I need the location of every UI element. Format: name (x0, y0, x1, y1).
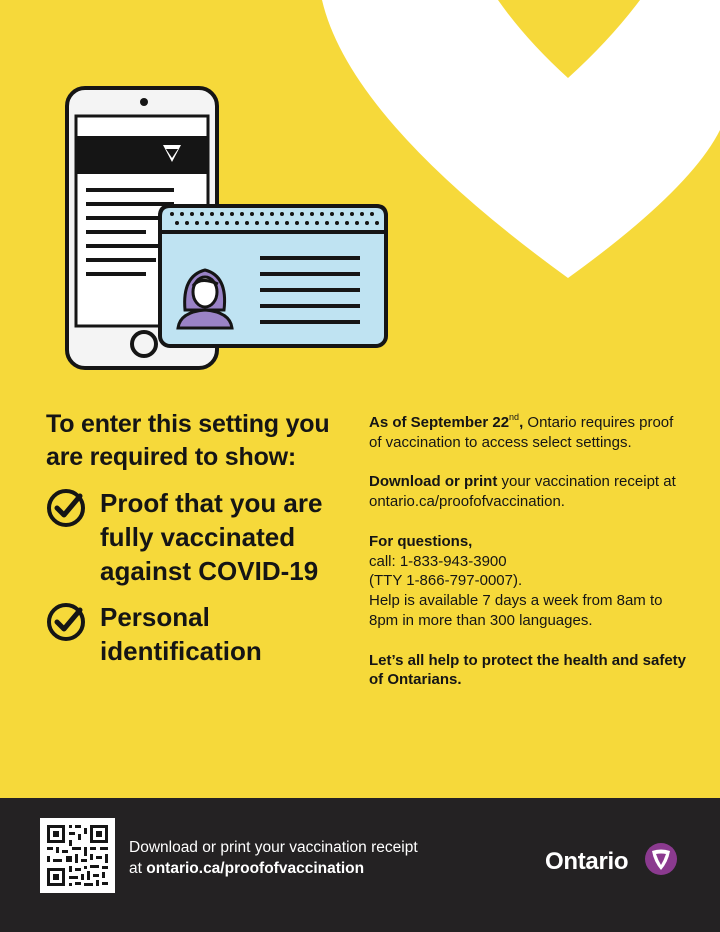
footer-line1: Download or print your vaccination receipt (129, 839, 418, 856)
info-section (369, 413, 689, 710)
footer-link[interactable]: ontario.ca/proofofvaccination (146, 860, 365, 877)
check-circle-icon (46, 488, 86, 528)
checklist-item-vaccination (46, 486, 356, 588)
checklist-item-label: Proof that you are fully vaccinated against COVID-19 (100, 488, 323, 586)
footer-download-text: Download or print your vaccination receipt at ontario.ca/proofofvaccination (129, 839, 418, 877)
checklist-item-identification (46, 600, 356, 668)
checklist-item-label: Personal identification (100, 602, 262, 666)
check-circle-icon (46, 602, 86, 642)
requirements-section (46, 408, 356, 668)
qr-code[interactable] (40, 818, 115, 893)
footer-bar (0, 798, 720, 932)
info-paragraph-closing: Let’s all help to protect the health and safety of Ontarians. (369, 651, 686, 689)
phone-id-illustration (60, 80, 400, 375)
info-paragraph-download: Download or print your vaccination receipt at ontario.ca/proofofvaccination. (369, 473, 676, 511)
info-paragraph-questions: For questions, call: 1-833-943-3900 (TTY 1-866-797-0007). Help is available 7 days a week from 8am to 8pm in more than 300 languages. (369, 532, 663, 629)
id-card-icon (160, 206, 386, 346)
trillium-logo-icon (644, 842, 678, 876)
ontario-logo-text: Ontario (545, 848, 629, 875)
info-paragraph-date: As of September 22nd, Ontario requires proof of vaccination to access select settings. (369, 412, 674, 451)
headline: To enter this setting you are required to show: (46, 410, 330, 471)
